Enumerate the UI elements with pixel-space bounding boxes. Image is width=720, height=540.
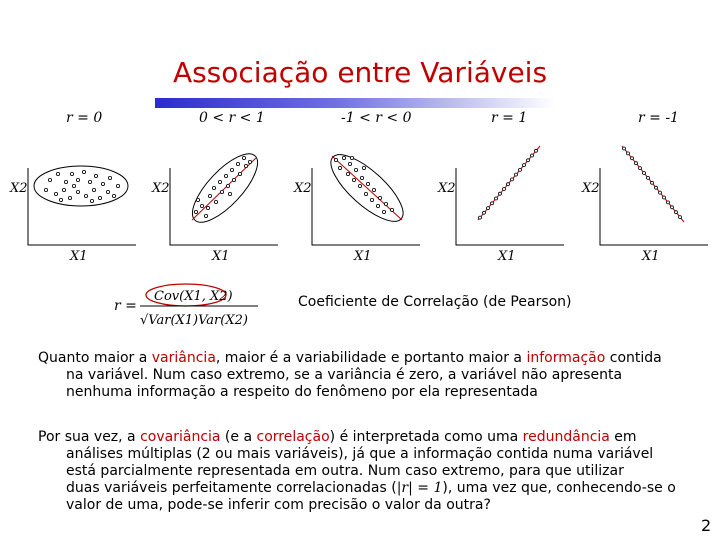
scatter-points	[194, 156, 251, 217]
axis-y-label: X2	[582, 181, 600, 196]
formula-denominator: √Var(X1)Var(X2)	[140, 313, 248, 328]
case-label-r-positive: 0 < r < 1	[199, 110, 265, 126]
paragraph-line: está parcialmente representada em outra. Num caso extremo, para que utilizar	[66, 463, 624, 479]
paragraph-covariance	[38, 429, 698, 514]
scatter-points	[623, 147, 682, 219]
slide-title: Associação entre Variáveis	[172, 56, 548, 89]
formula-lhs: r =	[114, 298, 137, 314]
text-run: ) é interpretada como uma	[329, 429, 523, 445]
abs-r-expression: |r| = 1	[396, 480, 443, 496]
text-run: Quanto maior a	[38, 350, 152, 366]
scatter-panel-r0	[8, 140, 138, 265]
axis-x-label: X1	[212, 249, 230, 264]
axis-y-label: X2	[438, 181, 456, 196]
pearson-formula	[112, 280, 262, 332]
title-underline	[155, 98, 555, 108]
axis-y-label: X2	[10, 181, 28, 196]
keyword-redundancia: redundância	[522, 429, 610, 445]
case-label-r0: r = 0	[66, 110, 103, 126]
case-label-rminus1: r = -1	[638, 110, 679, 126]
axis-lines	[312, 168, 420, 245]
axis-y-label: X2	[152, 181, 170, 196]
scatter-points	[479, 149, 538, 219]
text-run: contida	[605, 350, 662, 366]
axis-lines	[456, 168, 564, 245]
case-label-r-negative: -1 < r < 0	[341, 110, 412, 126]
page-number: 2	[701, 516, 712, 535]
scatter-panel-positive	[150, 140, 280, 265]
axis-x-label: X1	[642, 249, 660, 264]
formula-numerator: Cov(X1, X2)	[154, 289, 233, 304]
paragraph-line: análises múltiplas (2 ou mais variáveis), já que a informação contida numa variável	[66, 446, 654, 462]
paragraph-line: na variável. Num caso extremo, se a variância é zero, a variável não apresenta	[66, 367, 623, 383]
text-run: (e a	[220, 429, 257, 445]
paragraph-line	[38, 350, 698, 367]
text-run: ), uma vez que, conhecendo-se o	[442, 480, 676, 496]
axis-lines	[600, 168, 708, 245]
scatter-panel-negative	[292, 140, 422, 265]
axis-lines	[170, 168, 278, 245]
text-run: em	[609, 429, 637, 445]
keyword-variancia: variância	[151, 350, 216, 366]
paragraph-line	[38, 480, 698, 497]
coefficient-caption: Coeficiente de Correlação (de Pearson)	[298, 294, 572, 310]
paragraph-line	[38, 429, 698, 446]
keyword-covariancia: covariância	[140, 429, 221, 445]
scatter-panel-perfect-negative	[580, 140, 710, 265]
paragraph-line: valor de uma, pode-se inferir com precisão o valor da outra?	[66, 497, 491, 513]
axis-y-label: X2	[294, 181, 312, 196]
text-run: , maior é a variabilidade e portanto maior a	[215, 350, 527, 366]
axis-lines	[28, 168, 136, 245]
paragraph-line: nenhuma informação a respeito do fenômeno por ela representada	[66, 384, 538, 400]
keyword-informacao: informação	[526, 350, 606, 366]
text-run: Por sua vez, a	[38, 429, 141, 445]
scatter-panel-perfect-positive	[436, 140, 566, 265]
keyword-correlacao: correlação	[256, 429, 330, 445]
ellipse-outline	[34, 166, 128, 206]
axis-x-label: X1	[498, 249, 516, 264]
case-label-r1: r = 1	[491, 110, 528, 126]
paragraph-variance	[38, 350, 698, 401]
axis-x-label: X1	[70, 249, 88, 264]
text-run: duas variáveis perfeitamente correlacionadas (	[66, 480, 397, 496]
scatter-points	[44, 170, 119, 202]
axis-x-label: X1	[354, 249, 372, 264]
